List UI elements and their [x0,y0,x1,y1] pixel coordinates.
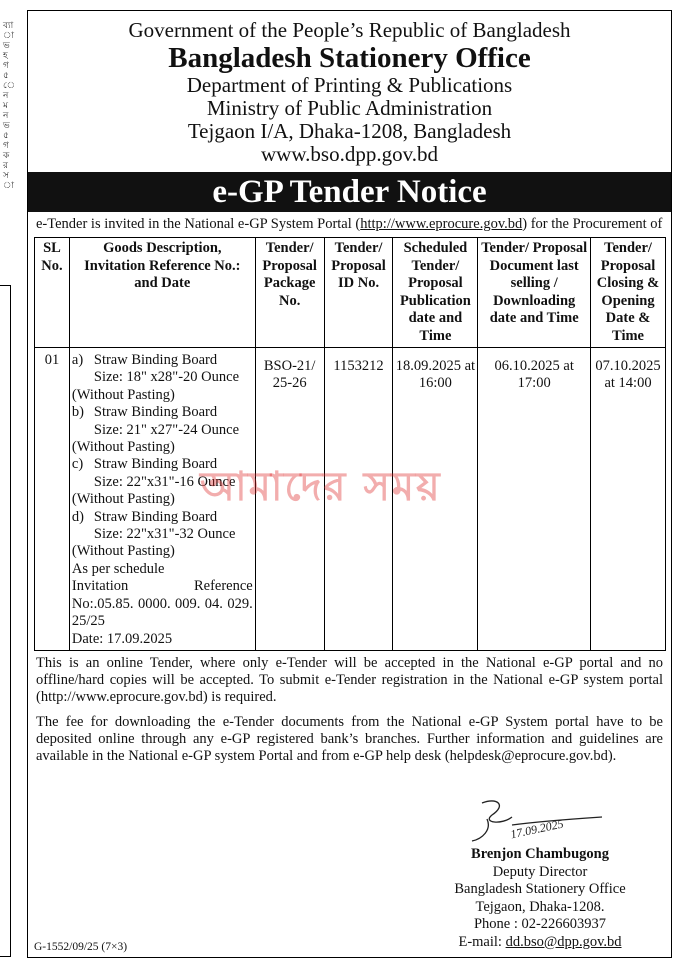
item-a [72,352,253,387]
item-size: Size: 21" x27"-24 Ounce [93,421,240,438]
government-line: Government of the People’s Republic of Bangladesh [128,18,571,42]
gutter-rule [0,285,11,957]
newspaper-watermark: আমাদের সময় [200,464,442,510]
phone-value: 02-226603937 [521,916,607,932]
email-label: E-mail: [458,933,506,950]
cell-document: 06.10.2025 at 17:00 [478,348,591,651]
header-description: Goods Description, Invitation Reference No.: and Date [69,238,255,348]
intro-before: e-Tender is invited in the National e-GP System Portal ( [36,216,361,232]
email-link[interactable]: dd.bso@dpp.gov.bd [505,933,622,950]
item-note: (Without Pasting) [71,386,175,403]
tender-table [34,237,666,651]
reference-date: Date: 17.09.2025 [71,630,173,647]
reference-label: Invitation Reference [71,578,253,595]
office-name: Bangladesh Stationery Office [168,42,531,74]
header-publication: Scheduled Tender/ Proposal Publication date and Time [393,238,478,348]
header-sl: SL No. [35,238,70,348]
intro-after: ) for the Procurement of [522,216,663,232]
item-b [72,404,253,439]
item-note: (Without Pasting) [71,543,175,560]
item-size: Size: 22"x31"-16 Ounce [93,473,236,490]
signatory-office: Bangladesh Stationery Office [454,881,626,897]
ministry-line: Ministry of Public Administration [206,96,493,120]
signatory-location: Tejgaon, Dhaka-1208. [475,898,605,915]
cell-closing: 07.10.2025 at 14:00 [591,348,666,651]
left-gutter [0,0,14,972]
item-note: (Without Pasting) [71,439,175,456]
item-label: b) [71,404,84,421]
address-line: Tejgaon I/A, Dhaka-1208, Bangladesh [187,119,512,143]
notice-title: e-GP Tender Notice [28,172,671,212]
header-package: Tender/ Proposal Package No. [255,238,324,348]
signatory-block [420,846,660,951]
schedule-text: As per schedule [71,560,165,577]
cell-publication: 18.09.2025 at 16:00 [393,348,478,651]
item-label: d) [71,508,84,525]
item-label: a) [71,352,84,368]
item-size: Size: 22"x31"-32 Ounce [93,526,236,543]
department-line: Department of Printing & Publications [186,73,513,97]
table-header-row [35,238,666,348]
website-line: www.bso.dpp.gov.bd [261,142,438,166]
cell-sl: 01 [35,348,70,651]
reference-number: No:.05.85. 0000. 009. 04. 029. 25/25 [71,595,253,630]
cell-package: BSO-21/ 25-26 [255,348,324,651]
notice-header [28,11,671,166]
signature-date: 17.09.2025 [509,816,565,842]
signatory-phone [420,916,660,934]
header-closing: Tender/ Proposal Closing & Opening Date & Time [591,238,666,348]
item-name: Straw Binding Board [93,352,218,368]
eprocure-link[interactable]: http://www.eprocure.gov.bd [360,216,523,232]
footer-code: G-1552/09/25 (7×3) [34,941,128,953]
gutter-text: ব্যা া ভ হ গ ৫ ে ন ম ন ভ ৫ গ ক র স া [3,20,16,190]
cell-tender-id: 1153212 [324,348,393,651]
item-size: Size: 18" x28"-20 Ounce [93,369,240,386]
signatory-name: Brenjon Chambugong [471,846,609,862]
item-text [90,404,253,439]
item-label: c) [71,456,84,473]
item-text [90,352,253,387]
intro-text [28,212,671,233]
paragraph-online-tender: This is an online Tender, where only e-Tender will be accepted in the National e-GP portal and no offline/hard copies will be accepted. To submit e-Tender registration in the National e-GP system portal (http://www.eprocure.gov.bd) is required. [36,654,663,705]
item-name: Straw Binding Board [93,456,218,473]
item-name: Straw Binding Board [93,508,218,525]
item-note: (Without Pasting) [71,491,175,508]
phone-label: Phone : [473,916,522,932]
header-document: Tender/ Proposal Document last selling / Downloading date and Time [478,238,591,348]
signatory-email [420,934,660,952]
item-name: Straw Binding Board [93,404,218,421]
paragraph-fee: The fee for downloading the e-Tender documents from the National e-GP System portal have to be deposited online through any e-GP registered bank’s branches. Further information and guidelines are available in the National e-GP system Portal and from e-GP help desk (helpdesk@eprocure.gov.bd). [36,713,663,764]
header-id: Tender/ Proposal ID No. [324,238,393,348]
signatory-designation: Deputy Director [492,863,588,880]
